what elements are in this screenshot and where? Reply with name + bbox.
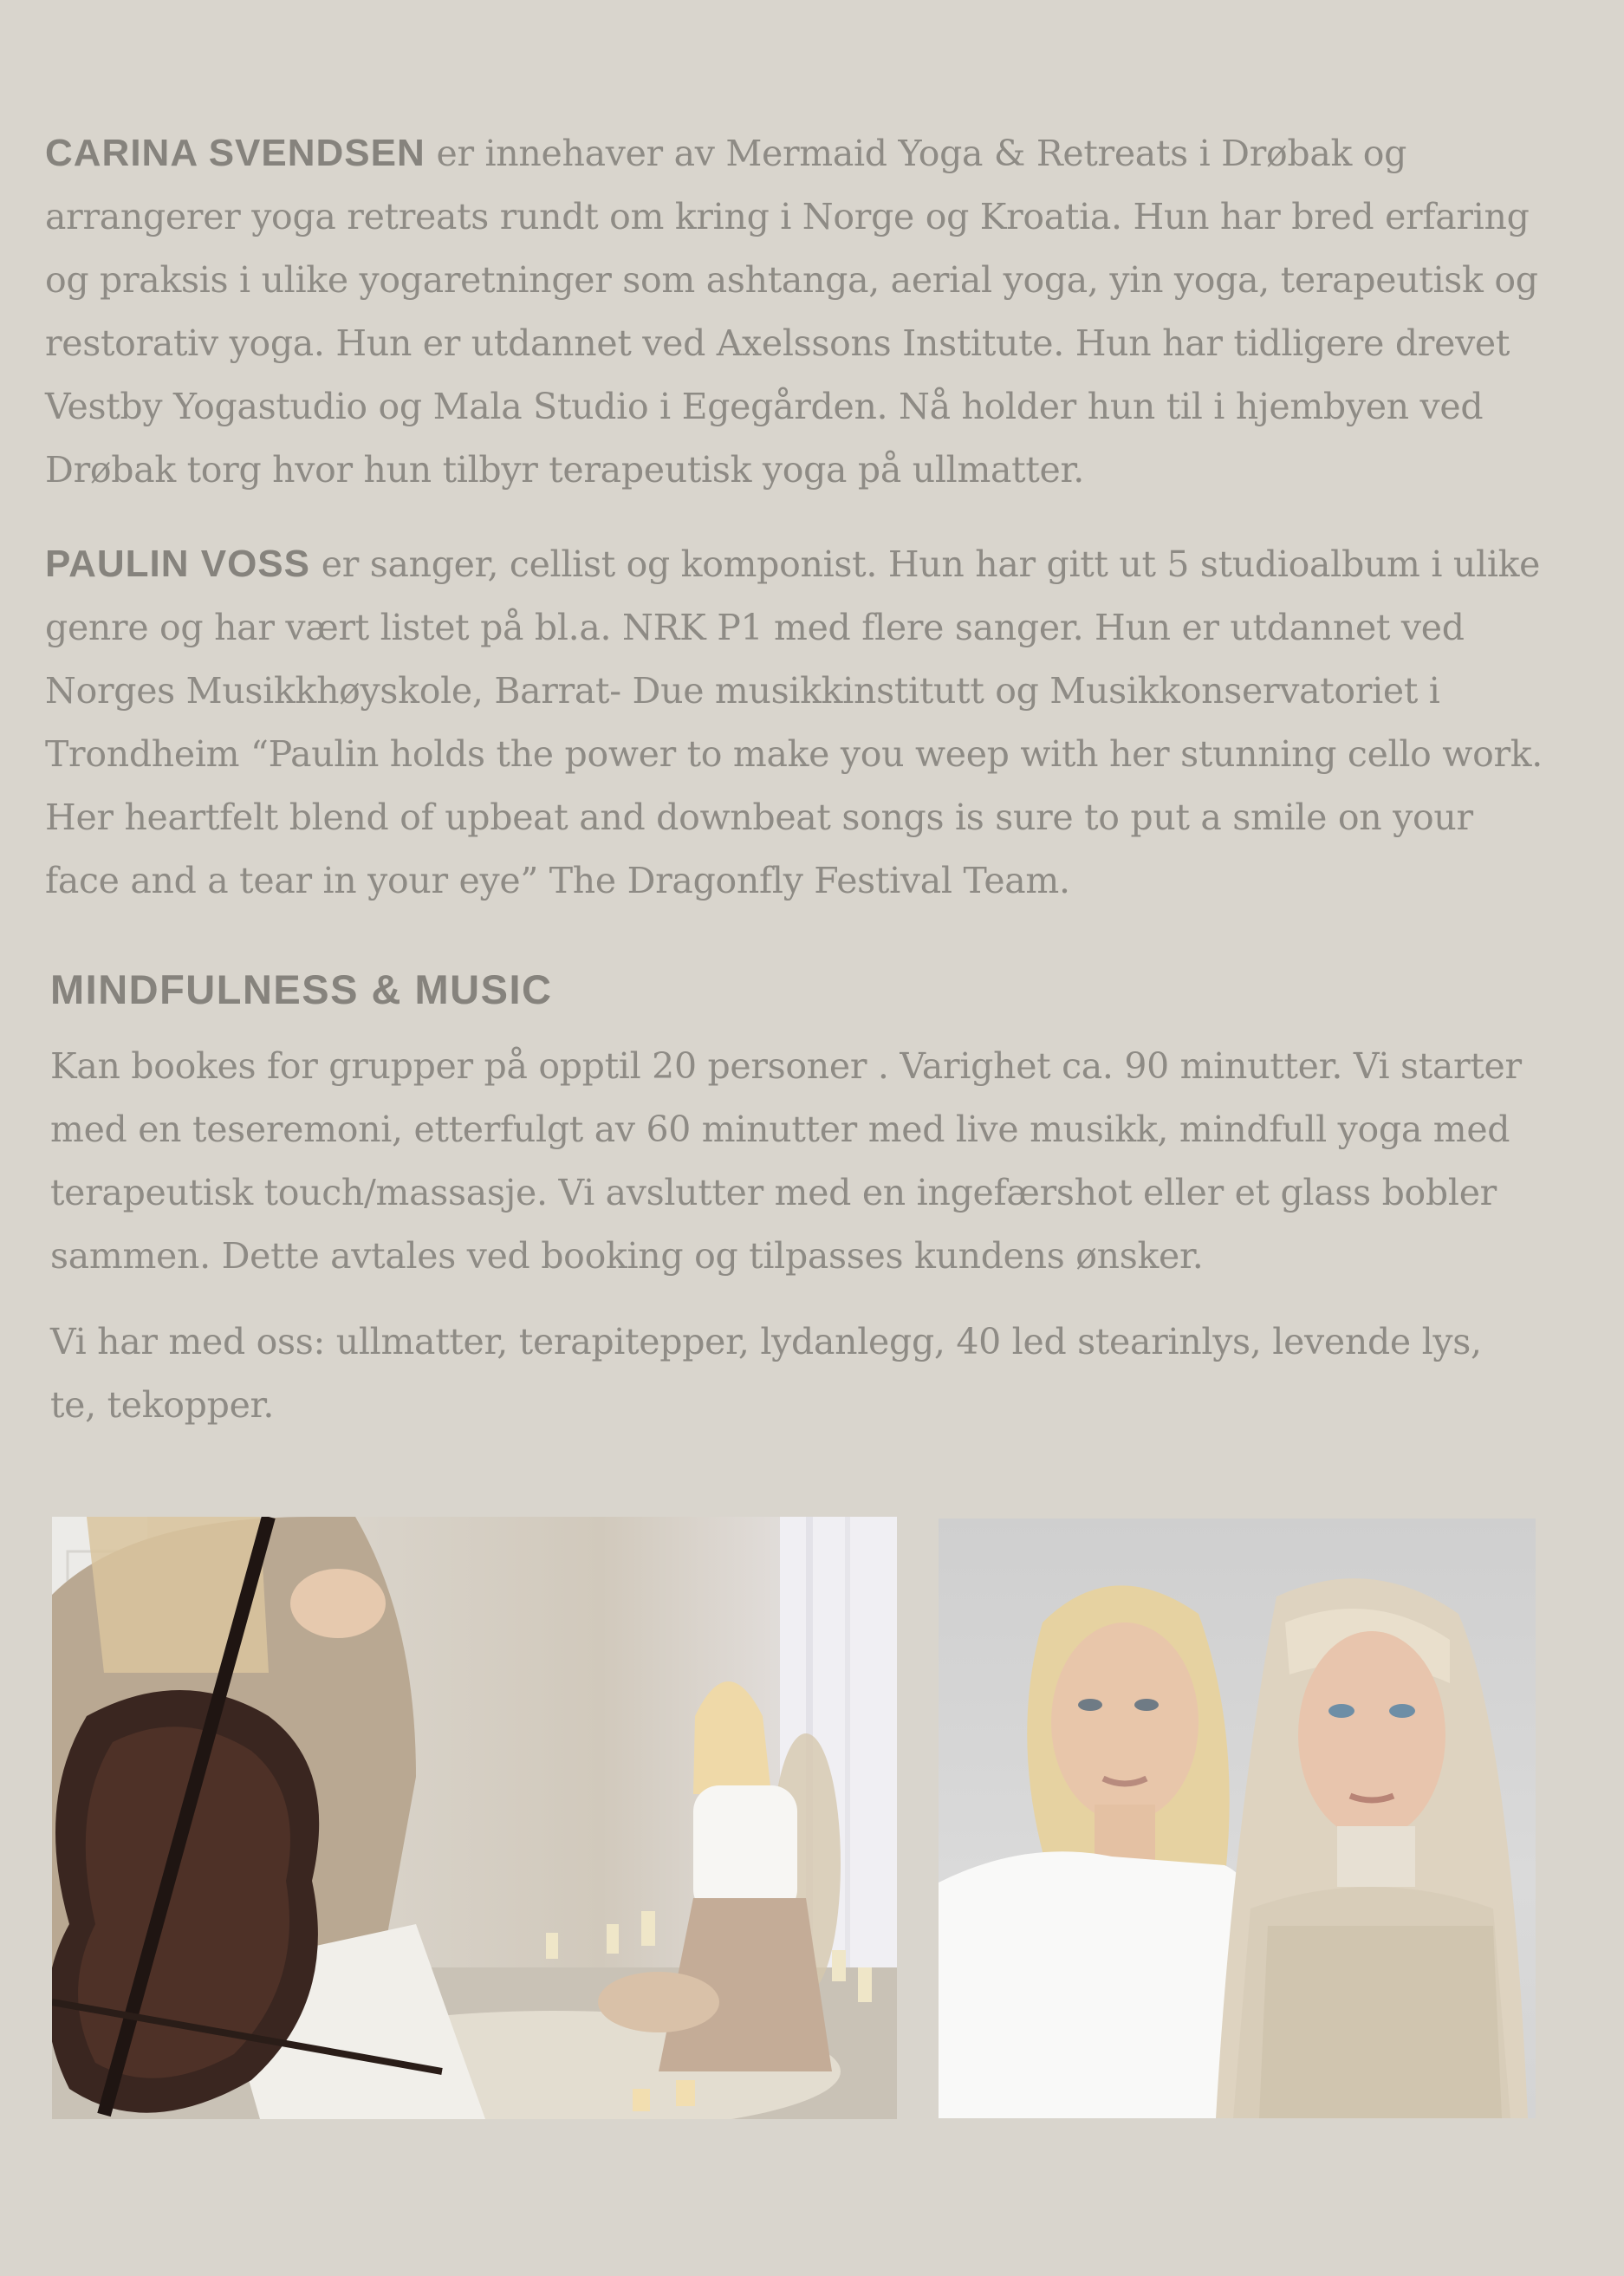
booking-paragraph: Kan bookes for grupper på opptil 20 personer . Varighet ca. 90 minutter. Vi starter med en teseremoni, etterfulgt av 60 minutter med live musikk, mindfull yoga med terapeutisk touch/massasje. Vi avslutter med en ingefærshot eller et glass bobler sammen. Dette avtales ved booking og tilpasses kundens ønsker. xyxy=(50,1045,1522,1277)
duo-portrait-photo xyxy=(939,1518,1536,2118)
bio-name: CARINA SVENDSEN xyxy=(45,132,425,174)
bio-text: er innehaver av Mermaid Yoga & Retreats i Drøbak og arrangerer yoga retreats rundt om kring i Norge og Kroatia. Hun har bred erfaring og praksis i ulike yogaretninger som ashtanga, aerial yoga, yin yoga, terapeutisk og restorativ yoga. Hun er utdannet ved Axelssons Institute. Hun har tidligere drevet Vestby Yogastudio og Mala Studio i Egegården. Nå holder hun til i hjembyen ved Drøbak torg hvor hun tilbyr terapeutisk yoga på ullmatter. xyxy=(45,133,1538,491)
bio-text: er sanger, cellist og komponist. Hun har gitt ut 5 studioalbum i ulike genre og har vært listet på bl.a. NRK P1 med flere sanger. Hun er utdannet ved Norges Musikkhøyskole, Barrat- Due musikkinstitutt og Musikkonservatoriet i Trondheim “Paulin holds the power to make you weep with her stunning cello work. Her heartfelt blend of upbeat and downbeat songs is sure to put a smile on your face and a tear in your eye” The Dragonfly Festival Team. xyxy=(45,543,1543,901)
cello-yoga-photo xyxy=(52,1517,897,2119)
equipment-paragraph: Vi har med oss: ullmatter, terapitepper, lydanlegg, 40 led stearinlys, levende lys, te, tekopper. xyxy=(50,1321,1482,1426)
bio-paulin-voss xyxy=(45,532,1553,913)
section-heading: MINDFULNESS & MUSIC xyxy=(50,966,553,1012)
bio-carina-svendsen xyxy=(45,121,1553,502)
bio-name: PAULIN VOSS xyxy=(45,543,311,585)
